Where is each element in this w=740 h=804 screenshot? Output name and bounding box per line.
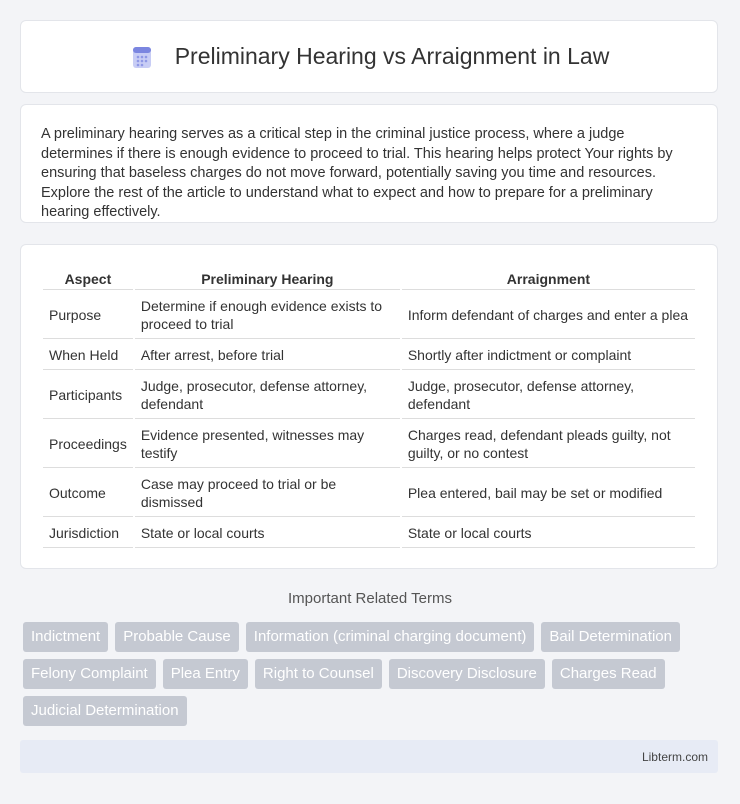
table-row bbox=[43, 292, 695, 339]
cell-preliminary: After arrest, before trial bbox=[135, 341, 400, 370]
cell-arraignment: Judge, prosecutor, defense attorney, defendant bbox=[402, 372, 695, 419]
table-row bbox=[43, 372, 695, 419]
comparison-table bbox=[41, 265, 697, 550]
cell-aspect: Jurisdiction bbox=[43, 519, 133, 548]
cell-aspect: When Held bbox=[43, 341, 133, 370]
table-row bbox=[43, 341, 695, 370]
table-row bbox=[43, 519, 695, 548]
table-row bbox=[43, 421, 695, 468]
intro-paragraph: A preliminary hearing serves as a critical step in the criminal justice process, where a judge determines if there is enough evidence to proceed to trial. This hearing helps protect Your rights by ensuring that baseless charges do not move forward, potentially saving you time and resources. Explore the rest of the article to understand what to expect and how to prepare for a preliminary hearing effectively. bbox=[41, 126, 673, 220]
tag-judicial-determination[interactable]: Judicial Determination bbox=[23, 696, 187, 726]
cell-arraignment: Charges read, defendant pleads guilty, not guilty, or no contest bbox=[402, 421, 695, 468]
cell-arraignment: Shortly after indictment or complaint bbox=[402, 341, 695, 370]
title-card bbox=[20, 20, 718, 93]
tag-indictment[interactable]: Indictment bbox=[23, 622, 108, 652]
tag-discovery-disclosure[interactable]: Discovery Disclosure bbox=[389, 659, 545, 689]
cell-aspect: Participants bbox=[43, 372, 133, 419]
cell-preliminary: Case may proceed to trial or be dismissed bbox=[135, 470, 400, 517]
header-arraignment: Arraignment bbox=[402, 267, 695, 290]
tag-plea-entry[interactable]: Plea Entry bbox=[163, 659, 248, 689]
page-title-text: Preliminary Hearing vs Arraignment in Law bbox=[174, 43, 610, 69]
related-terms-heading: Important Related Terms bbox=[288, 590, 452, 607]
cell-arraignment: Plea entered, bail may be set or modified bbox=[402, 470, 695, 517]
footer-site-link[interactable]: Libterm.com bbox=[641, 749, 708, 764]
tag-right-to-counsel[interactable]: Right to Counsel bbox=[255, 659, 382, 689]
cell-arraignment: State or local courts bbox=[402, 519, 695, 548]
cell-preliminary: Judge, prosecutor, defense attorney, defendant bbox=[135, 372, 400, 419]
cell-arraignment: Inform defendant of charges and enter a plea bbox=[402, 292, 695, 339]
related-terms-list bbox=[23, 622, 723, 726]
cell-aspect: Purpose bbox=[43, 292, 133, 339]
tag-probable-cause[interactable]: Probable Cause bbox=[115, 622, 239, 652]
cell-preliminary: Evidence presented, witnesses may testify bbox=[135, 421, 400, 468]
tag-information[interactable]: Information (criminal charging document) bbox=[246, 622, 535, 652]
cell-aspect: Outcome bbox=[43, 470, 133, 517]
table-row bbox=[43, 470, 695, 517]
comparison-card bbox=[20, 244, 718, 569]
header-preliminary-hearing: Preliminary Hearing bbox=[135, 267, 400, 290]
cell-preliminary: State or local courts bbox=[135, 519, 400, 548]
table-header-row bbox=[43, 267, 695, 290]
page-title bbox=[129, 43, 610, 70]
document-icon bbox=[129, 44, 155, 70]
header-aspect: Aspect bbox=[43, 267, 133, 290]
tag-bail-determination[interactable]: Bail Determination bbox=[541, 622, 680, 652]
cell-preliminary: Determine if enough evidence exists to proceed to trial bbox=[135, 292, 400, 339]
tag-felony-complaint[interactable]: Felony Complaint bbox=[23, 659, 156, 689]
cell-aspect: Proceedings bbox=[43, 421, 133, 468]
footer bbox=[20, 740, 718, 773]
tag-charges-read[interactable]: Charges Read bbox=[552, 659, 665, 689]
intro-card bbox=[20, 104, 718, 223]
